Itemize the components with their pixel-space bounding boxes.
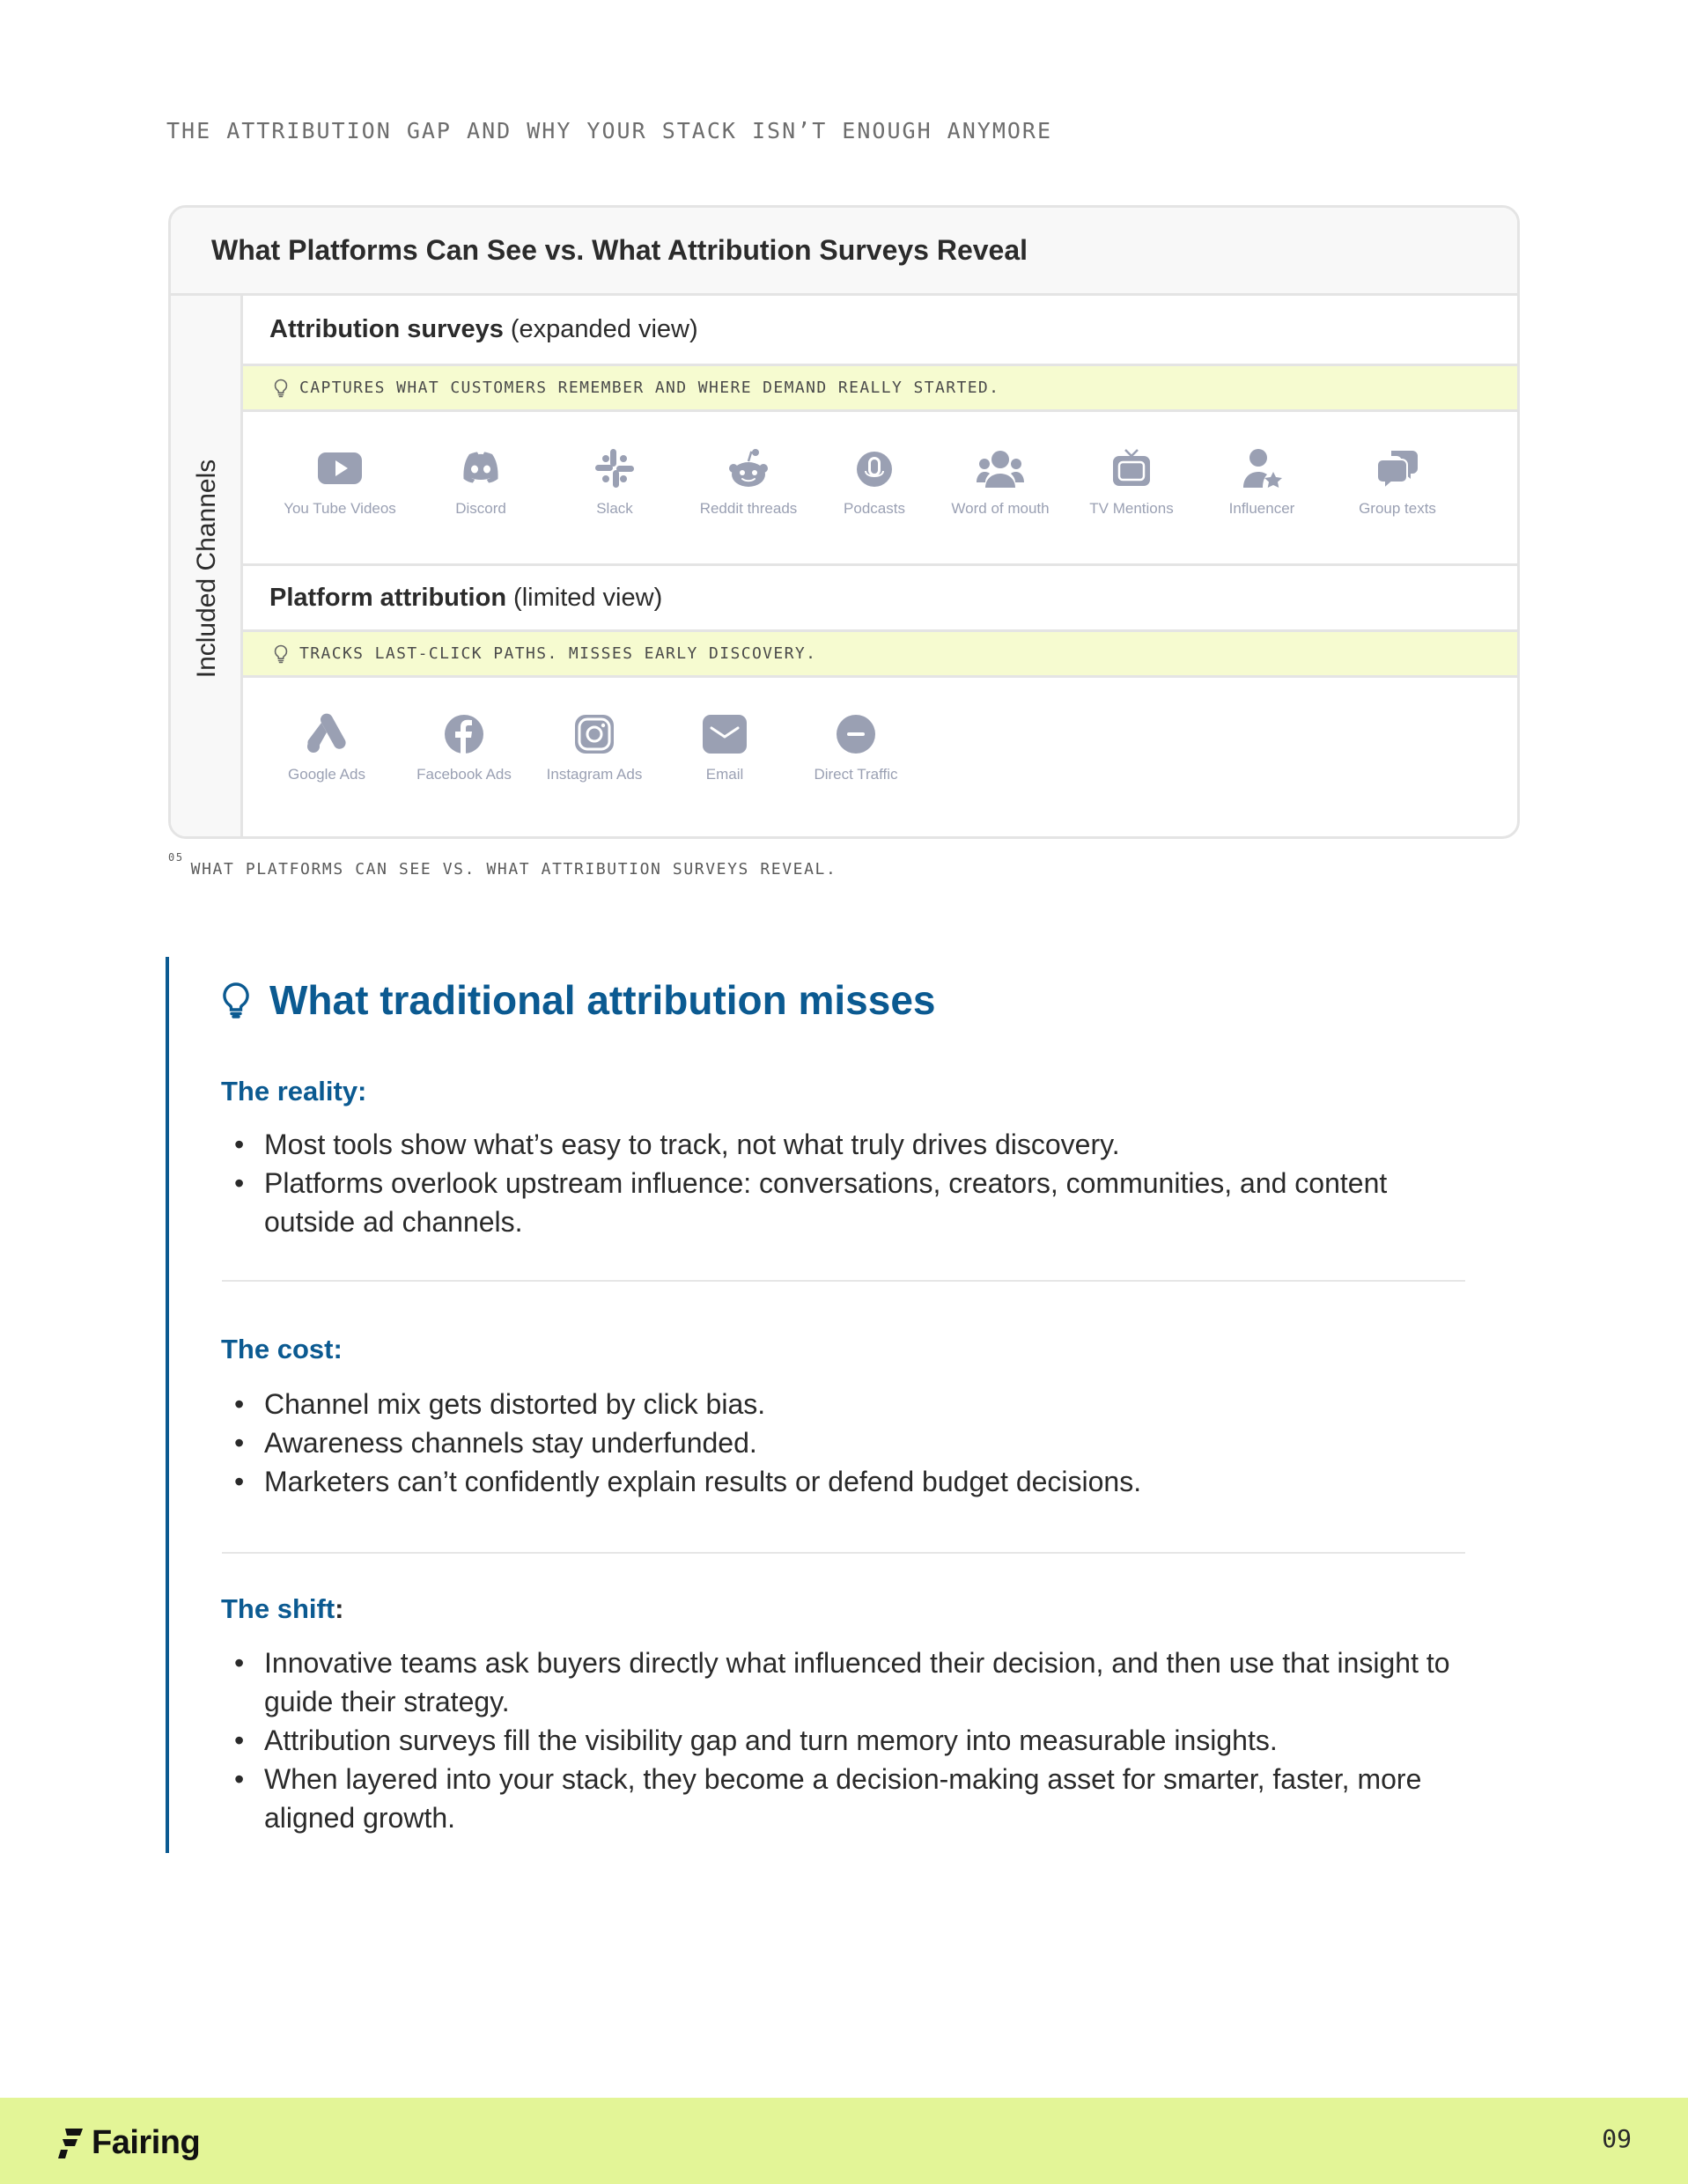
figure-content xyxy=(243,296,1517,836)
channel-youtube xyxy=(274,447,406,518)
discord-icon xyxy=(457,447,505,489)
google-ads-icon xyxy=(303,713,350,755)
brand-name: Fairing xyxy=(92,2124,201,2161)
email-icon xyxy=(701,713,748,755)
channel-label: TV Mentions xyxy=(1089,500,1174,517)
side-column xyxy=(171,296,243,836)
fairing-logo-icon xyxy=(58,2127,85,2160)
slack-icon xyxy=(591,447,638,489)
channel-label: Discord xyxy=(455,500,506,517)
list-item: • Awareness channels stay underfunded. xyxy=(222,1423,1455,1462)
section-eyebrow: THE ATTRIBUTION GAP AND WHY YOUR STACK ISN’T ENOUGH ANYMORE xyxy=(166,118,1053,143)
shift-title xyxy=(221,1593,344,1625)
platform-title-rest: (limited view) xyxy=(513,583,663,612)
page-number: 09 xyxy=(1602,2124,1632,2153)
word-of-mouth-icon xyxy=(977,447,1024,489)
shift-title-text: The shift xyxy=(221,1593,335,1624)
page-footer xyxy=(0,2098,1688,2184)
facebook-icon xyxy=(440,713,488,755)
youtube-icon xyxy=(316,447,364,489)
channel-label: Word of mouth xyxy=(951,500,1050,517)
reddit-icon xyxy=(725,447,772,489)
channel-label: Google Ads xyxy=(288,766,365,783)
callout-box xyxy=(166,957,1469,1853)
channel-label: Influencer xyxy=(1228,500,1295,517)
platform-note-text: TRACKS LAST-CLICK PATHS. MISSES EARLY DISCOVERY. xyxy=(299,644,817,663)
channel-label: Reddit threads xyxy=(699,500,798,517)
lightbulb-icon xyxy=(273,379,289,398)
channel-google-ads xyxy=(261,713,393,783)
cost-list xyxy=(222,1385,1455,1501)
list-item: • Marketers can’t confidently explain results or defend budget decisions. xyxy=(222,1462,1455,1501)
instagram-icon xyxy=(571,713,618,755)
channel-group-texts xyxy=(1331,447,1463,518)
reality-list xyxy=(222,1125,1455,1241)
channel-email xyxy=(659,713,791,783)
cost-title: The cost: xyxy=(221,1334,343,1364)
list-item: • Most tools show what’s easy to track, not what truly drives discovery. xyxy=(222,1125,1455,1164)
channel-label: You Tube Videos xyxy=(284,500,396,517)
surveys-title-rest: (expanded view) xyxy=(510,315,698,343)
channel-label: Slack xyxy=(596,500,633,517)
list-item: • Channel mix gets distorted by click bias. xyxy=(222,1385,1455,1423)
figure-title: What Platforms Can See vs. What Attribution Surveys Reveal xyxy=(211,234,1028,266)
surveys-row-title xyxy=(243,296,1517,366)
channel-discord xyxy=(415,447,547,518)
channel-podcasts xyxy=(808,447,940,518)
group-texts-icon xyxy=(1374,447,1421,489)
figure-caption xyxy=(168,851,837,879)
included-channels-label: Included Channels xyxy=(192,459,221,679)
channel-word-of-mouth xyxy=(934,447,1066,518)
channels-figure xyxy=(168,205,1520,839)
surveys-title-bold: Attribution surveys xyxy=(269,315,504,343)
platform-channels xyxy=(243,678,1517,835)
section-divider xyxy=(222,1280,1465,1282)
channel-tv-mentions xyxy=(1065,447,1198,518)
channel-label: Email xyxy=(705,766,744,783)
list-item: • Platforms overlook upstream influence: conversations, creators, communities, and content outside ad channels. xyxy=(222,1164,1455,1241)
channel-facebook-ads xyxy=(398,713,530,783)
platform-title-bold: Platform attribution xyxy=(269,583,507,612)
platform-note xyxy=(243,632,1517,678)
caption-number: 05 xyxy=(168,851,184,864)
caption-text: WHAT PLATFORMS CAN SEE VS. WHAT ATTRIBUTION SURVEYS REVEAL. xyxy=(190,860,837,879)
list-item: • Innovative teams ask buyers directly what influenced their decision, and then use that insight to guide their strategy. xyxy=(222,1644,1455,1721)
section-divider xyxy=(222,1552,1465,1554)
direct-traffic-icon xyxy=(832,713,880,755)
influencer-icon xyxy=(1238,447,1286,489)
channel-reddit xyxy=(682,447,815,518)
tv-icon xyxy=(1108,447,1155,489)
list-item: • When layered into your stack, they become a decision-making asset for smarter, faster, more aligned growth. xyxy=(222,1760,1455,1837)
lightbulb-icon xyxy=(220,982,252,1018)
channel-slack xyxy=(549,447,681,518)
channel-label: Instagram Ads xyxy=(546,766,643,783)
channel-label: Direct Traffic xyxy=(814,766,898,783)
channel-instagram-ads xyxy=(528,713,660,783)
lightbulb-icon xyxy=(273,644,289,664)
reality-title: The reality: xyxy=(221,1076,367,1107)
callout-title: What traditional attribution misses xyxy=(269,977,936,1023)
callout-header xyxy=(220,976,936,1024)
figure-header xyxy=(171,208,1517,296)
platform-row-title xyxy=(243,566,1517,632)
channel-influencer xyxy=(1196,447,1328,518)
figure-body xyxy=(171,296,1517,836)
podcast-icon xyxy=(851,447,898,489)
brand-logo xyxy=(58,2124,200,2162)
shift-title-colon: : xyxy=(335,1593,344,1624)
surveys-note-text: CAPTURES WHAT CUSTOMERS REMEMBER AND WHERE DEMAND REALLY STARTED. xyxy=(299,379,1000,397)
shift-list xyxy=(222,1644,1455,1837)
surveys-channels xyxy=(243,412,1517,566)
surveys-note xyxy=(243,366,1517,412)
list-item: • Attribution surveys fill the visibility gap and turn memory into measurable insights. xyxy=(222,1721,1455,1760)
channel-label: Group texts xyxy=(1359,500,1436,517)
channel-label: Facebook Ads xyxy=(416,766,512,783)
channel-label: Podcasts xyxy=(844,500,905,517)
channel-direct-traffic xyxy=(790,713,922,783)
